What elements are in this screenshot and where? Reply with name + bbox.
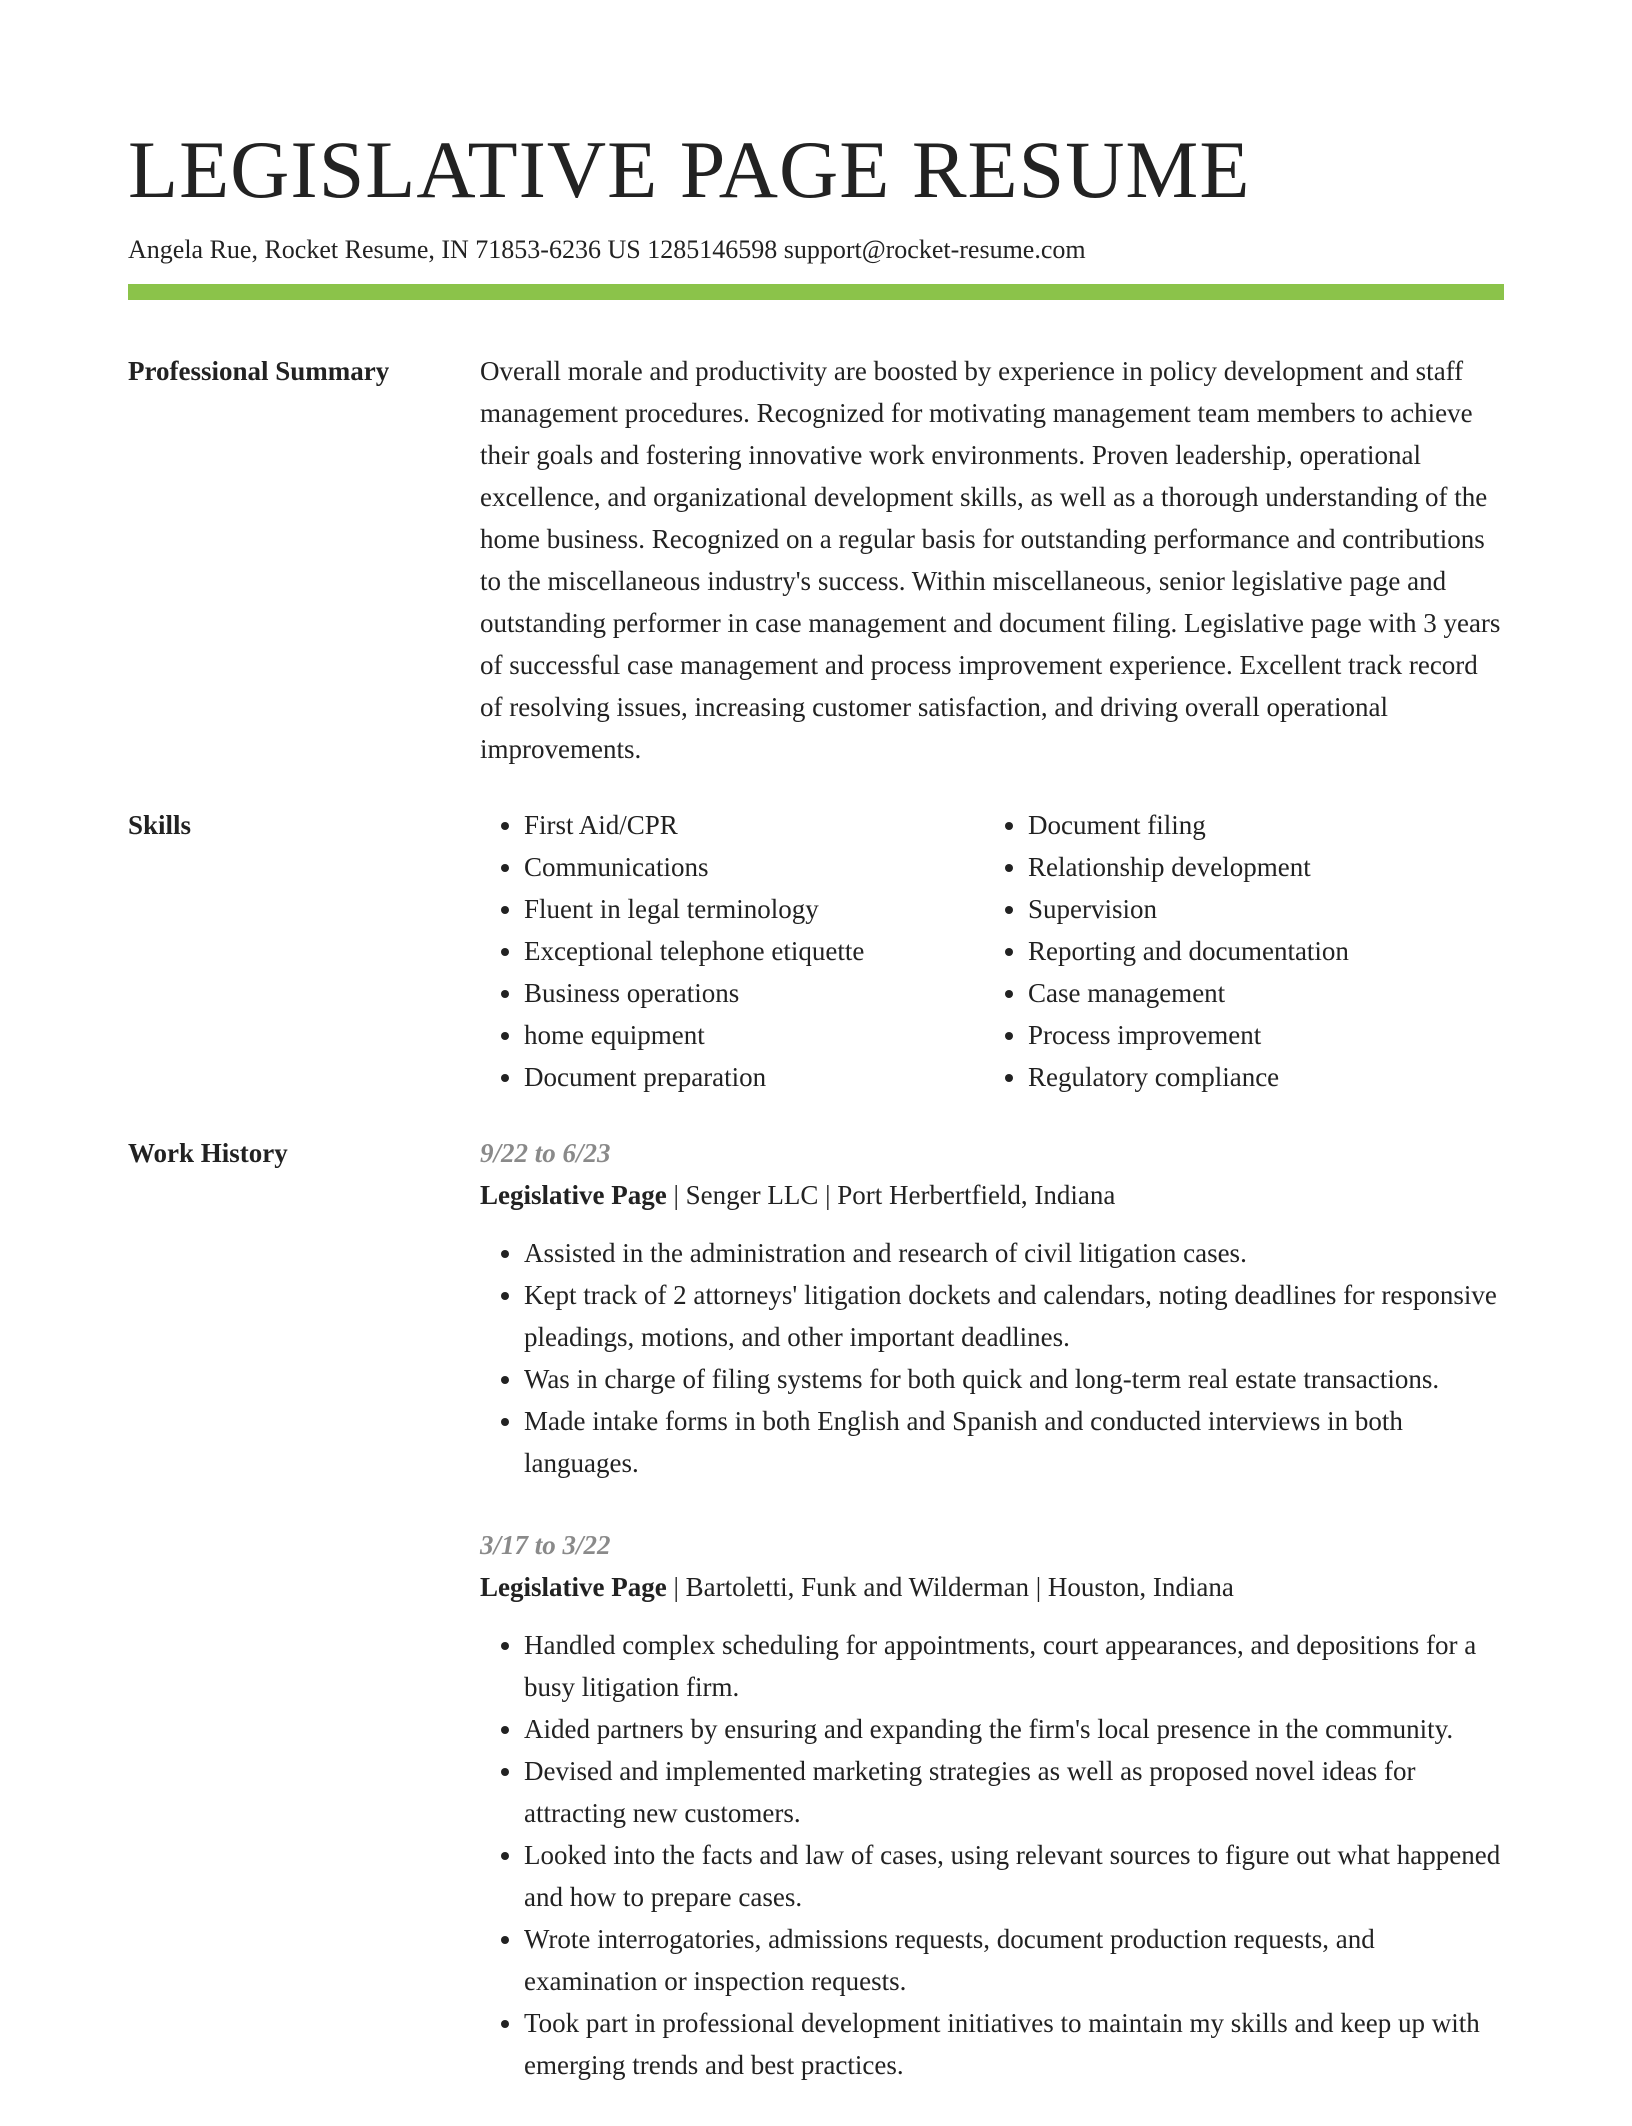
job-bullet: • Took part in professional development initiatives to maintain my skills and keep up with emerging trends and best practices. [524, 2002, 1504, 2086]
job-bullets [480, 1624, 1504, 2086]
job-heading [480, 1566, 1504, 1608]
summary-text: Overall morale and productivity are boosted by experience in policy development and staff management procedures. Recognized for motivating management team members to achieve their goals and fostering innovative work environments. Proven leadership, operational excellence, and organizational development skills, as well as a thorough understanding of the home business. Recognized on a regular basis for outstanding performance and contributions to the miscellaneous industry's success. Within miscellaneous, senior legislative page and outstanding performer in case management and document filing. Legislative page with 3 years of successful case management and process improvement experience. Excellent track record of resolving issues, increasing customer satisfaction, and driving overall operational improvements. [480, 356, 1501, 764]
job-employer: | Senger LLC | Port Herbertfield, Indiana [666, 1180, 1116, 1210]
skills-body [480, 804, 1504, 1098]
skill-item: • Relationship development [1028, 846, 1349, 888]
job-dates: 9/22 to 6/23 [480, 1138, 611, 1168]
job-heading [480, 1174, 1504, 1216]
job-bullet: • Aided partners by ensuring and expanding the firm's local presence in the community. [524, 1708, 1504, 1750]
work-history-section [128, 1132, 1504, 2126]
summary-section [128, 350, 1504, 770]
job-dates: 3/17 to 3/22 [480, 1530, 611, 1560]
job-bullet: • Assisted in the administration and research of civil litigation cases. [524, 1232, 1504, 1274]
skill-item: • Business operations [524, 972, 984, 1014]
skill-item: • Case management [1028, 972, 1349, 1014]
job-bullet: • Kept track of 2 attorneys' litigation dockets and calendars, noting deadlines for responsive pleadings, motions, and other important deadlines. [524, 1274, 1504, 1358]
skill-item: • Communications [524, 846, 984, 888]
skill-item: • Document preparation [524, 1056, 984, 1098]
resume-page [128, 120, 1504, 2126]
skill-item: • Process improvement [1028, 1014, 1349, 1056]
header-divider [128, 284, 1504, 300]
job-bullet: • Wrote interrogatories, admissions requests, document production requests, and examination or inspection requests. [524, 1918, 1504, 2002]
job-title: Legislative Page [480, 1572, 667, 1602]
job-employer: | Bartoletti, Funk and Wilderman | Houston, Indiana [666, 1572, 1234, 1602]
job-entry [480, 1524, 1504, 2086]
work-history-heading: Work History [128, 1138, 288, 1168]
skills-section [128, 804, 1504, 1098]
skill-item: • Fluent in legal terminology [524, 888, 984, 930]
job-entry [480, 1132, 1504, 1484]
contact-line: Angela Rue, Rocket Resume, IN 71853-6236 US 1285146598 support@rocket-resume.com [128, 235, 1086, 264]
summary-body [480, 350, 1504, 770]
job-bullet: • Devised and implemented marketing strategies as well as proposed novel ideas for attracting new customers. [524, 1750, 1504, 1834]
job-bullet: • Looked into the facts and law of cases, using relevant sources to figure out what happened and how to prepare cases. [524, 1834, 1504, 1918]
skill-item: • First Aid/CPR [524, 804, 984, 846]
skill-item: • Exceptional telephone etiquette [524, 930, 984, 972]
skill-item: • home equipment [524, 1014, 984, 1056]
summary-heading: Professional Summary [128, 356, 390, 386]
skill-item: • Supervision [1028, 888, 1349, 930]
job-bullet: • Handled complex scheduling for appointments, court appearances, and depositions for a busy litigation firm. [524, 1624, 1504, 1708]
job-bullet: • Made intake forms in both English and Spanish and conducted interviews in both languages. [524, 1400, 1504, 1484]
skills-list-left [480, 804, 984, 1098]
skills-heading: Skills [128, 810, 192, 840]
skill-item: • Reporting and documentation [1028, 930, 1349, 972]
skill-item: • Document filing [1028, 804, 1349, 846]
job-bullets [480, 1232, 1504, 1484]
work-history-body [480, 1132, 1504, 2126]
resume-title: LEGISLATIVE PAGE RESUME [128, 124, 1251, 215]
job-title: Legislative Page [480, 1180, 667, 1210]
skill-item: • Regulatory compliance [1028, 1056, 1349, 1098]
job-bullet: • Was in charge of filing systems for both quick and long-term real estate transactions. [524, 1358, 1504, 1400]
skills-list-right [984, 804, 1349, 1098]
